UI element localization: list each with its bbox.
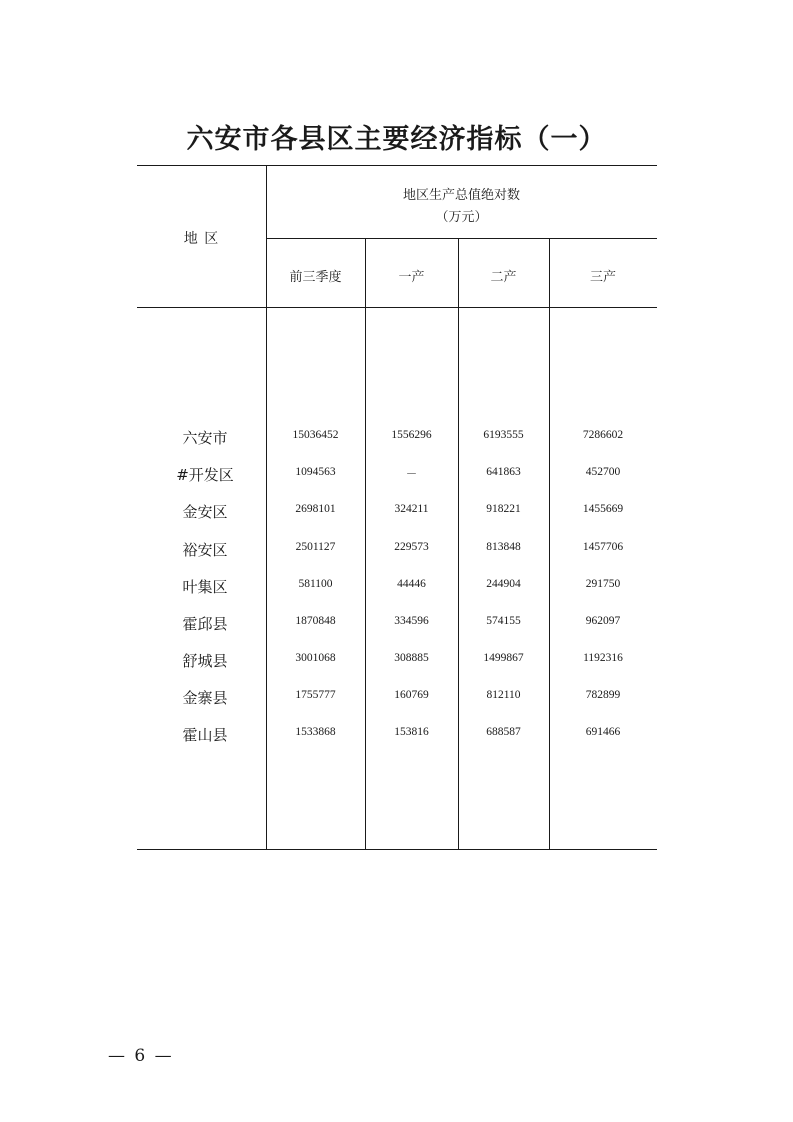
table-bottom-rule [137, 849, 657, 850]
row-value-secondary: 688587 [486, 726, 521, 738]
group-header: 地区生产总值绝对数 [402, 188, 520, 203]
row-value-q3: 1533868 [295, 726, 336, 738]
row-value-tertiary: 782899 [585, 689, 621, 701]
row-value-q3: 2698101 [295, 503, 336, 515]
row-value-tertiary: 291750 [585, 578, 621, 590]
column-header-tertiary: 三产 [589, 270, 616, 285]
row-value-secondary: 6193555 [483, 429, 524, 441]
row-value-q3: 581100 [298, 578, 333, 590]
row-region: 金安区 [182, 503, 228, 521]
row-value-q3: 1755777 [295, 689, 336, 701]
row-region: 霍山县 [182, 726, 228, 744]
table-top-rule [137, 165, 657, 166]
row-value-q3: 1094563 [295, 466, 336, 478]
column-header-rule [137, 307, 657, 308]
row-value-primary: 153816 [394, 726, 429, 738]
row-region: #开发区 [176, 466, 234, 484]
row-region: 六安市 [182, 429, 228, 447]
row-value-q3: 1870848 [295, 615, 336, 627]
row-value-q3: 15036452 [292, 429, 339, 441]
page-title: 六安市各县区主要经济指标（一） [186, 124, 607, 155]
row-value-primary: 324211 [394, 503, 429, 515]
row-value-secondary: 244904 [486, 578, 521, 590]
row-region: 霍邱县 [182, 615, 228, 633]
row-region: 裕安区 [182, 541, 228, 559]
row-value-tertiary: 691466 [585, 726, 621, 738]
row-region: 叶集区 [182, 578, 228, 596]
row-value-primary: 229573 [394, 541, 429, 553]
column-header-primary: 一产 [398, 270, 425, 285]
row-value-primary: 44446 [397, 578, 426, 590]
group-header-unit: （万元） [435, 210, 488, 225]
row-value-primary: 1556296 [391, 429, 432, 441]
row-value-secondary: 1499867 [483, 652, 524, 664]
region-header: 地 区 [183, 231, 220, 247]
row-value-secondary: 641863 [486, 466, 521, 478]
row-value-primary: 334596 [394, 615, 429, 627]
row-value-secondary: 574155 [486, 615, 521, 627]
row-value-tertiary: 1457706 [582, 541, 624, 553]
page-number: — 6 — [108, 1046, 174, 1066]
group-header-rule [266, 238, 657, 239]
row-region: 舒城县 [182, 652, 228, 670]
column-header-secondary: 二产 [490, 270, 517, 285]
row-value-primary: － [405, 469, 418, 481]
row-value-primary: 308885 [394, 652, 429, 664]
column-header-q3: 前三季度 [289, 270, 342, 285]
row-value-secondary: 812110 [486, 689, 521, 701]
row-value-q3: 2501127 [295, 541, 336, 553]
row-value-secondary: 918221 [486, 503, 521, 515]
row-region: 金寨县 [182, 689, 228, 707]
row-value-tertiary: 1192316 [583, 652, 623, 664]
row-value-tertiary: 452700 [585, 466, 621, 478]
row-value-q3: 3001068 [295, 652, 336, 664]
row-value-primary: 160769 [394, 689, 429, 701]
row-value-tertiary: 962097 [585, 615, 621, 627]
row-value-tertiary: 7286602 [582, 429, 624, 441]
row-value-tertiary: 1455669 [582, 503, 624, 515]
row-value-secondary: 813848 [486, 541, 521, 553]
